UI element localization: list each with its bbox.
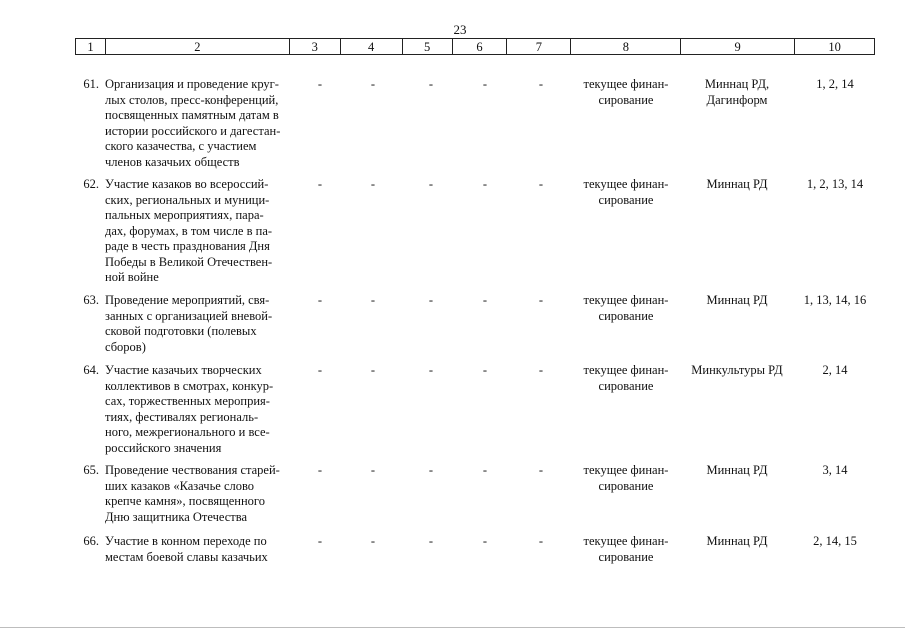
header-col-1: 1 [75, 39, 105, 55]
header-col-9: 9 [680, 39, 794, 55]
executor-line: Миннац РД [706, 463, 768, 477]
funding-source [571, 363, 681, 394]
dash-cell-col-5: - [428, 534, 434, 548]
executor-line: Дагинформ [706, 92, 768, 107]
executor-line: Миннац РД [706, 177, 768, 191]
dash-cell-col-5: - [428, 77, 434, 91]
description-line: Дню защитника Отечества [105, 509, 248, 524]
dash-cell-col-3: - [317, 177, 323, 191]
dash-cell-col-7: - [538, 177, 544, 191]
description-line: коллективов в смотрах, конкур- [105, 378, 274, 393]
dash-cell-col-4: - [370, 77, 376, 91]
description-line: истории российского и дагестан- [105, 123, 281, 138]
description-line: посвященных памятным датам в [105, 108, 279, 122]
executor [681, 77, 793, 108]
dash-cell-col-4: - [370, 293, 376, 307]
dash-cell-col-7: - [538, 463, 544, 477]
dash-cell-col-7: - [538, 293, 544, 307]
row-description [105, 293, 283, 355]
indicators: 2, 14, 15 [813, 534, 857, 548]
executor-line: Миннац РД [706, 293, 768, 307]
funding-source [571, 534, 681, 565]
funding-source [571, 293, 681, 324]
description-line: занных с организацией вневой- [105, 308, 273, 323]
row-description [105, 177, 283, 286]
funding-line: сирование [598, 549, 654, 564]
dash-cell-col-7: - [538, 77, 544, 91]
description-line: Участие казаков во всероссий- [105, 177, 269, 191]
description-line: ших казаков «Казачье слово [105, 478, 255, 493]
description-line: ной войне [105, 270, 159, 284]
funding-line: текущее финан- [583, 463, 669, 477]
dash-cell-col-7: - [538, 534, 544, 548]
description-line: дах, форумах, в том числе в па- [105, 223, 273, 238]
description-line: ного, межрегионального и все- [105, 425, 270, 439]
executor [681, 463, 793, 479]
dash-cell-col-3: - [317, 463, 323, 477]
indicators: 1, 2, 14 [816, 77, 854, 91]
row-number: 65. [83, 463, 99, 477]
row-number: 61. [83, 77, 99, 91]
executor [681, 177, 793, 193]
dash-cell-col-5: - [428, 463, 434, 477]
dash-cell-col-4: - [370, 463, 376, 477]
dash-cell-col-6: - [482, 363, 488, 377]
dash-cell-col-5: - [428, 293, 434, 307]
description-line: Участие в конном переходе по [105, 534, 267, 548]
header-col-10: 10 [794, 39, 874, 55]
description-line: Проведение мероприятий, свя- [105, 293, 270, 307]
dash-cell-col-4: - [370, 534, 376, 548]
description-line: лых столов, пресс-конференций, [105, 92, 279, 107]
funding-line: текущее финан- [583, 293, 669, 307]
indicators: 1, 2, 13, 14 [806, 177, 864, 191]
dash-cell-col-7: - [538, 363, 544, 377]
description-line: ских, региональных и муници- [105, 192, 270, 207]
description-line: крепче камня», посвященного [105, 494, 265, 508]
indicators: 1, 13, 14, 16 [803, 293, 867, 307]
funding-line: сирование [598, 308, 654, 323]
row-description [105, 463, 283, 525]
header-col-7: 7 [506, 39, 570, 55]
funding-line: текущее финан- [583, 77, 669, 91]
page-bottom-line [0, 627, 905, 628]
description-line: Участие казачьих творческих [105, 363, 262, 377]
description-line: пальных мероприятиях, пара- [105, 208, 264, 222]
description-line: сковой подготовки (полевых [105, 324, 257, 338]
row-description [105, 534, 283, 565]
row-number: 63. [83, 293, 99, 307]
funding-line: сирование [598, 378, 654, 393]
dash-cell-col-3: - [317, 293, 323, 307]
dash-cell-col-6: - [482, 77, 488, 91]
header-col-6: 6 [452, 39, 507, 55]
executor-line: Миннац РД [706, 534, 768, 548]
funding-line: сирование [598, 478, 654, 493]
description-line: раде в честь празднования Дня [105, 239, 270, 253]
page-number: 23 [453, 22, 467, 37]
funding-line: текущее финан- [583, 177, 669, 191]
funding-line: текущее финан- [583, 534, 669, 548]
description-line: ского казачества, с участием [105, 139, 257, 153]
funding-line: сирование [598, 192, 654, 207]
description-line: сах, торжественных мероприя- [105, 394, 270, 408]
row-number: 64. [83, 363, 99, 377]
description-line: Проведение чествования старей- [105, 463, 280, 477]
funding-line: сирование [598, 92, 654, 107]
row-description [105, 363, 283, 456]
dash-cell-col-4: - [370, 363, 376, 377]
dash-cell-col-3: - [317, 363, 323, 377]
row-description [105, 77, 283, 170]
row-number: 66. [83, 534, 99, 548]
header-col-8: 8 [570, 39, 680, 55]
executor [681, 534, 793, 550]
indicators: 3, 14 [822, 463, 848, 477]
description-line: сборов) [105, 339, 146, 354]
header-col-2: 2 [105, 39, 289, 55]
dash-cell-col-6: - [482, 463, 488, 477]
dash-cell-col-6: - [482, 293, 488, 307]
dash-cell-col-6: - [482, 177, 488, 191]
funding-line: текущее финан- [583, 363, 669, 377]
dash-cell-col-5: - [428, 363, 434, 377]
funding-source [571, 463, 681, 494]
funding-source [571, 177, 681, 208]
dash-cell-col-3: - [317, 77, 323, 91]
dash-cell-col-6: - [482, 534, 488, 548]
description-line: местам боевой славы казачьих [105, 549, 268, 564]
header-col-4: 4 [340, 39, 402, 55]
table-header [75, 38, 875, 55]
executor [681, 293, 793, 309]
description-line: членов казачьих обществ [105, 154, 240, 169]
dash-cell-col-3: - [317, 534, 323, 548]
description-line: Победы в Великой Отечествен- [105, 254, 273, 269]
header-col-5: 5 [402, 39, 452, 55]
funding-source [571, 77, 681, 108]
executor-line: Минкультуры РД [691, 363, 783, 377]
description-line: Организация и проведение круг- [105, 77, 279, 91]
dash-cell-col-5: - [428, 177, 434, 191]
row-number: 62. [83, 177, 99, 191]
header-col-3: 3 [289, 39, 340, 55]
description-line: российского значения [105, 440, 222, 455]
description-line: тиях, фестивалях региональ- [105, 409, 259, 424]
indicators: 2, 14 [822, 363, 848, 377]
dash-cell-col-4: - [370, 177, 376, 191]
executor-line: Миннац РД, [704, 77, 770, 91]
executor [681, 363, 793, 379]
